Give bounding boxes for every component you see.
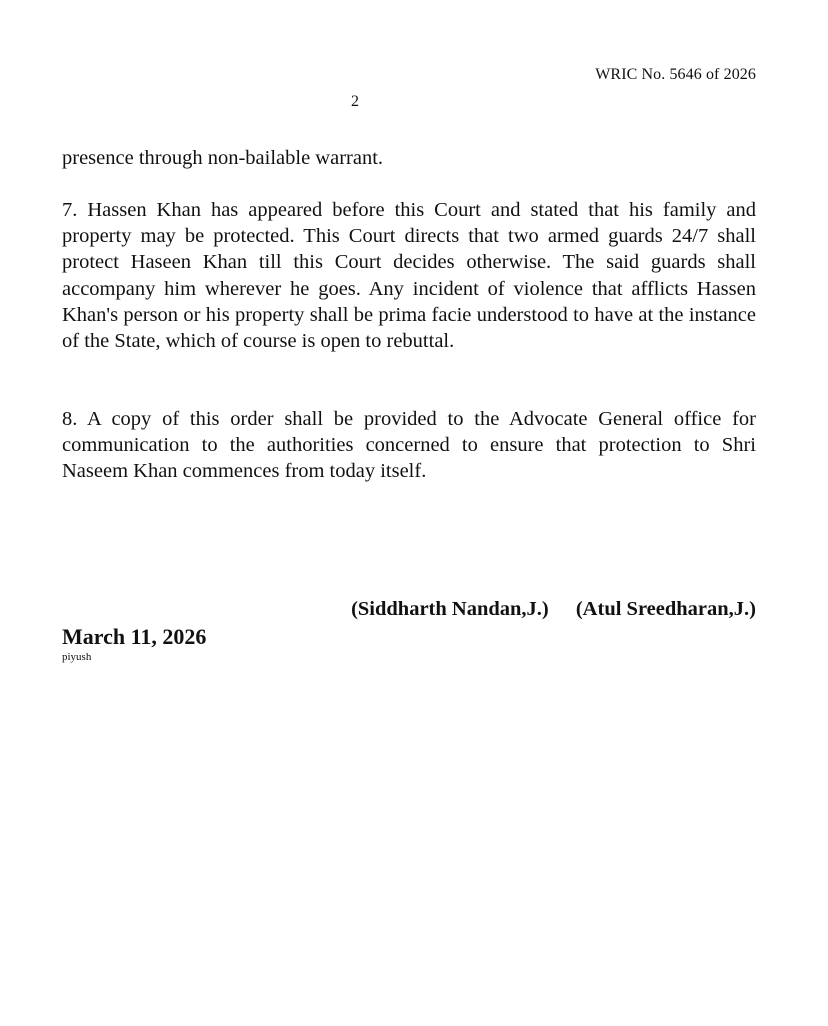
page-number: 2 — [351, 93, 359, 110]
paragraph-7: 7. Hassen Khan has appeared before this Court and stated that his family and property may be protected. This Court directs that two armed guards 24/7 shall protect Haseen Khan till this Court decides otherwise. The said guards shall accompany him wherever he goes. Any incident of violence that afflicts Hassen Khan's person or his property shall be prima facie understood to have at the instance of the State, which of course is open to rebuttal. — [62, 199, 756, 353]
judge-signature-2: (Atul Sreedharan,J.) — [575, 598, 756, 620]
paragraph-8: 8. A copy of this order shall be provided to the Advocate General office for communication to the authorities concerned to ensure that protection to Shri Naseem Khan commences from today itself. — [62, 408, 756, 483]
order-date: March 11, 2026 — [62, 624, 207, 649]
typist-initials: piyush — [62, 651, 92, 663]
judge-signature-1: (Siddharth Nandan,J.) — [351, 598, 549, 620]
signature-block — [351, 598, 756, 621]
paragraph-continuation: presence through non-bailable warrant. — [62, 147, 384, 169]
case-number: WRIC No. 5646 of 2026 — [595, 66, 756, 83]
